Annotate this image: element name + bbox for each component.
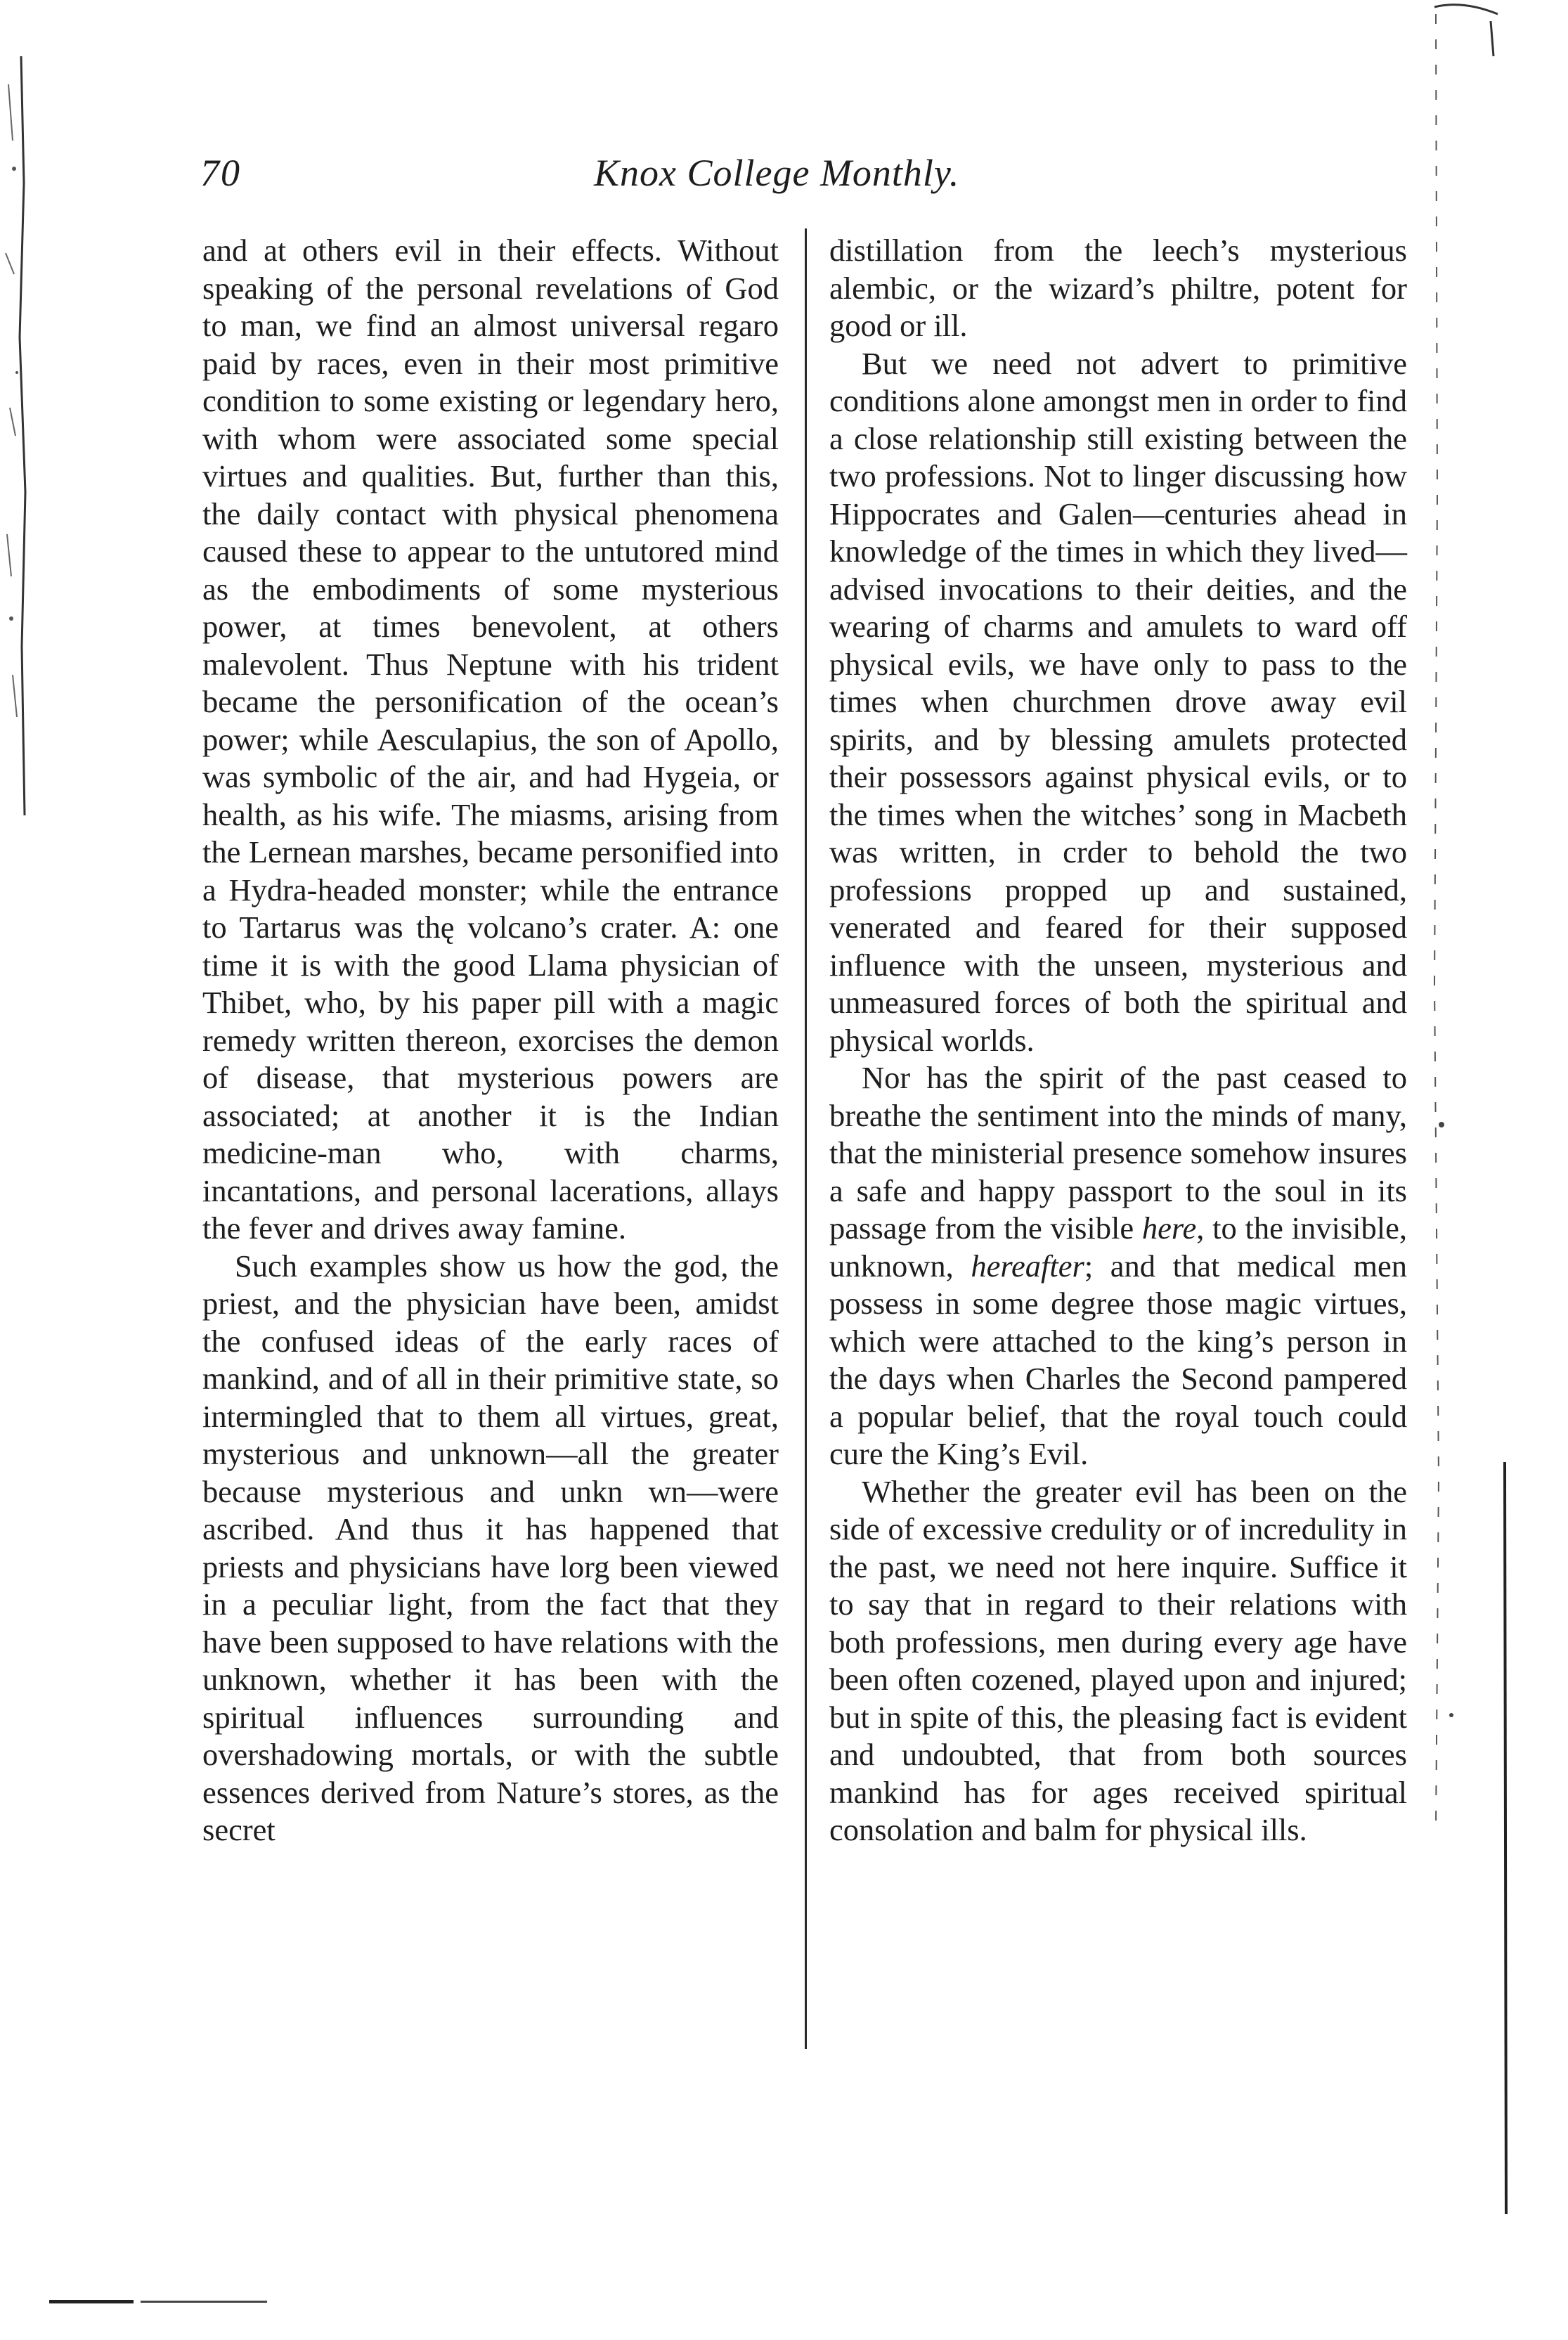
- italic-here: here: [1141, 1210, 1197, 1246]
- left-column: [202, 232, 779, 1849]
- column-divider: [805, 228, 807, 2049]
- page-header: [200, 151, 1409, 214]
- right-paragraph-3-part-c: ; and that medical men possess in some degree those magic virtues, which were attached to the king’s person in the days when Charles the Second pampered a popular belief, that the royal touch could cure the King’s Evil.: [829, 1248, 1407, 1471]
- left-paragraph-1: and at others evil in their effects. Without speaking of the personal revelations of God to man, we find an almost universal regaro paid by races, even in their most primitive condition to some existing or legendary hero, with whom were associated some special virtues and qualities. But, further than this, the daily contact with physical phenomena caused these to appear to the untutored mind as the embodiments of some mysterious power, at times benevolent, at others malevolent. Thus Neptune with his trident became the personification of the ocean’s power; while Aesculapius, the son of Apollo, was symbolic of the air, and had Hygeia, or health, as his wife. The miasms, arising from the Lernean marshes, became personified into a Hydra-headed monster; while the entrance to Tartarus was thę volcano’s crater. A: one time it is with the good Llama physician of Thibet, who, by his paper pill with a magic remedy written thereon, exorcises the demon of disease, that mysterious powers are associated; at another it is the Indian medicine-man who, with charms, incantations, and personal lacerations, allays the fever and drives away famine.: [202, 233, 779, 1246]
- right-paragraph-3: [829, 1059, 1407, 1473]
- right-paragraph-4: Whether the greater evil has been on the side of excessive credulity or of incredulity in the past, we need not here inquire. Suffice it to say that in regard to their relations with both professions, men during every age have been often cozened, played upon and injured; but in spite of this, the pleasing fact is evident and undoubted, that from both sources mankind has for ages received spiritual consolation and balm for physical ills.: [829, 1473, 1407, 1847]
- right-paragraph-3-part-a: Nor has the spirit of the past ceased to breathe the sentiment into the minds of many, that the ministerial presence somehow insures a safe and happy passport to the soul in its passage from the visible: [829, 1060, 1407, 1246]
- right-column: [829, 232, 1407, 1849]
- right-paragraph-2: But we need not advert to primitive conditions alone amongst men in order to find a close relationship still existing between the two professions. Not to linger discussing how Hippocrates and Galen—centuries ahead in knowledge of the times in which they lived—advised invocations to their deities, and the wearing of charms and amulets to ward off physical evils, we have only to pass to the times when churchmen drove away evil spirits, and by blessing amulets protected their possessors against physical evils, or to the times when the witches’ song in Macbeth was written, in crder to behold the two professions propped up and sustained, venerated and feared for their supposed influence with the unseen, mysterious and unmeasured forces of both the spiritual and physical worlds.: [829, 345, 1407, 1058]
- italic-hereafter: hereafter: [971, 1248, 1084, 1284]
- page-number: 70: [200, 152, 241, 194]
- page-edge-marks: [1420, 0, 1568, 2340]
- left-paragraph-2: Such examples show us how the god, the priest, and the physician have been, amidst the confused ideas of the early races of mankind, and of all in their primitive state, so intermingled that to them all virtues, great, mysterious and unknown—all the greater because mysterious and unkn wn—were ascribed. And thus it has happened that priests and physicians have lorg been viewed in a peculiar light, from the fact that they have been supposed to have relations with the unknown, whether it has been with the spiritual influences surrounding and overshadowing mortals, or with the subtle essences derived from Nature’s stores, as the secret: [202, 1248, 779, 1847]
- binding-edge-marks: [0, 42, 34, 851]
- running-title: Knox College Monthly.: [594, 152, 960, 194]
- right-paragraph-1: distillation from the leech’s mysterious alembic, or the wizard’s philtre, potent for good or ill.: [829, 233, 1407, 343]
- right-paragraph-3-part-b: , to the invisible, unknown,: [829, 1210, 1407, 1284]
- footer-rule: [49, 2300, 281, 2303]
